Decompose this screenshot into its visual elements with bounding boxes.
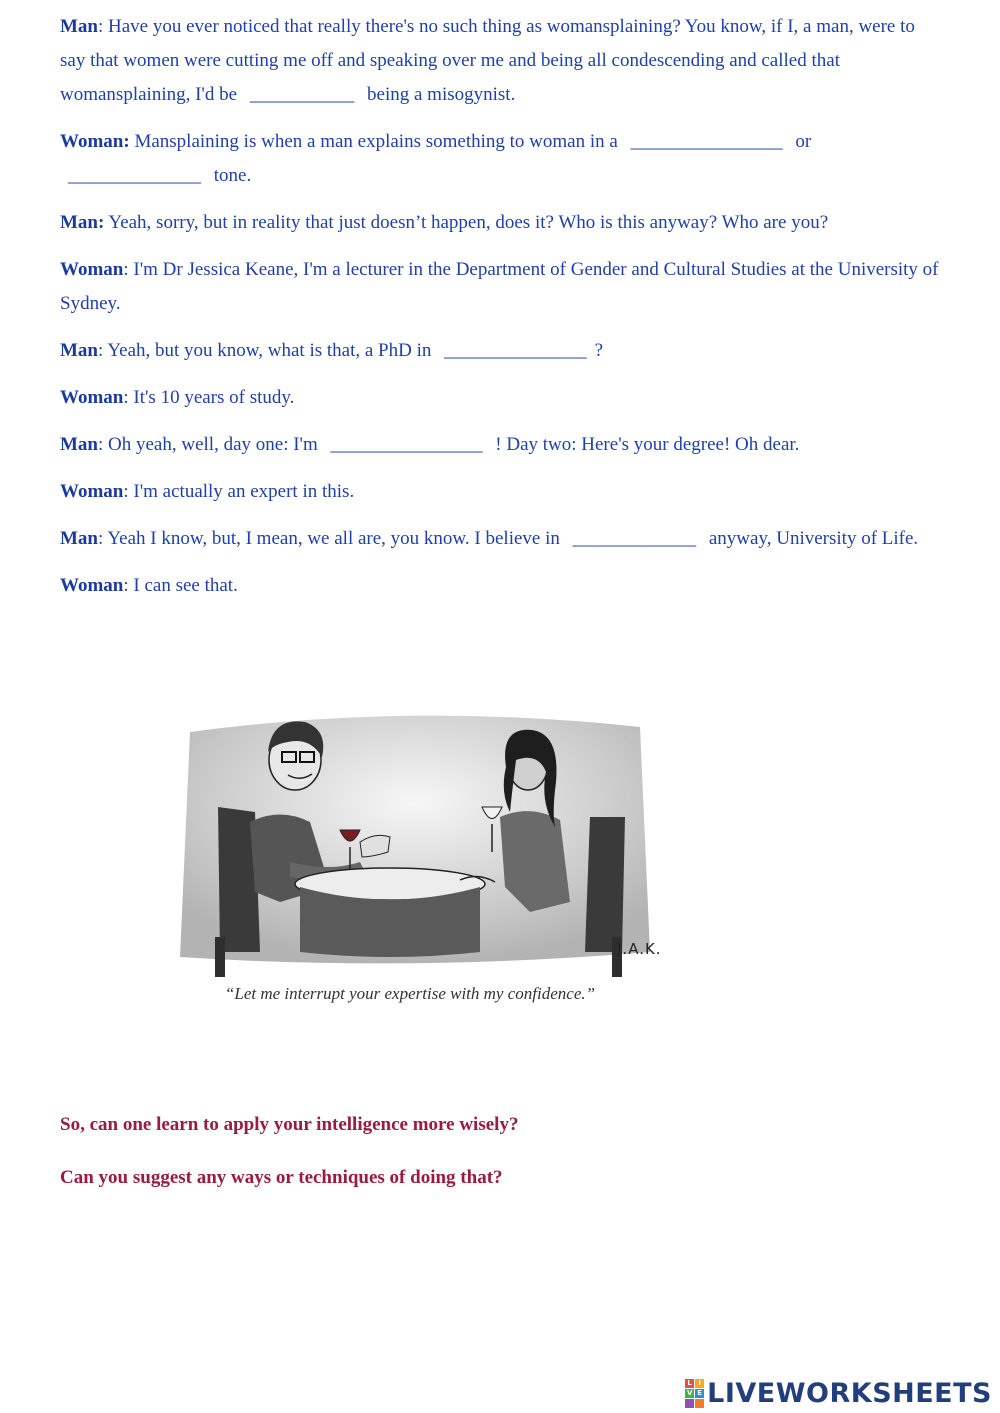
fill-in-blank[interactable]: _______________: [444, 340, 587, 361]
dialogue-text: ?: [594, 340, 604, 361]
dialogue-line: [60, 334, 940, 368]
dialogue-line: [60, 522, 940, 556]
dialogue-text: being a misogynist.: [362, 84, 516, 105]
dialogue-line: [60, 569, 940, 603]
liveworksheets-logo[interactable]: [685, 1377, 992, 1409]
dialogue-line: [60, 206, 940, 240]
dialogue-text: I'm actually an expert in this.: [133, 481, 355, 502]
dialogue-text: Have you ever noticed that really there's no such thing as womansplaining? You know, if I, a man, were to say that women were cutting me off and speaking over me and being all condescending and called that womansplaining, I'd be: [60, 16, 915, 105]
dialogue-text: I'm Dr Jessica Keane, I'm a lecturer in the Department of Gender and Cultural Studies at the University of Sydney.: [60, 259, 939, 314]
dialogue-line: [60, 381, 940, 415]
dialogue-line: [60, 428, 940, 462]
cartoon-signature: J.A.K.: [617, 940, 662, 958]
dialogue-text: Yeah, sorry, but in reality that just doesn’t happen, does it? Who is this anyway? Who are you?: [108, 212, 829, 233]
speaker-colon: :: [98, 434, 104, 455]
dialogue-line: [60, 10, 940, 112]
logo-tile: I: [695, 1379, 704, 1388]
speaker-colon: :: [123, 387, 129, 408]
dialogue-text: It's 10 years of study.: [133, 387, 295, 408]
fill-in-blank[interactable]: ________________: [330, 434, 483, 455]
speaker-label: Man:: [60, 212, 105, 233]
speaker-colon: :: [123, 575, 129, 596]
fill-in-blank[interactable]: ________________: [630, 131, 783, 152]
speaker-colon: :: [98, 340, 104, 361]
question-1: So, can one learn to apply your intelligence more wisely?: [60, 1114, 519, 1135]
speaker-label: Woman: [60, 387, 124, 408]
fill-in-blank[interactable]: _____________: [572, 528, 697, 549]
dialogue-line: [60, 253, 940, 321]
logo-tile: [695, 1399, 704, 1408]
cartoon-caption: “Let me interrupt your expertise with my confidence.”: [224, 984, 596, 1003]
brand-name: LIVEWORKSHEETS: [707, 1377, 992, 1409]
logo-tile: V: [686, 1388, 693, 1397]
dialogue-text: Oh yeah, well, day one: I'm: [108, 434, 323, 455]
speaker-label: Woman:: [60, 131, 130, 152]
speaker-label: Man: [60, 16, 98, 37]
speaker-colon: :: [123, 259, 129, 280]
dialogue-text: tone.: [209, 165, 252, 186]
dialogue-line: [60, 125, 940, 193]
speaker-colon: :: [123, 481, 129, 502]
dialogue-text: ! Day two: Here's your degree! Oh dear.: [490, 434, 800, 455]
dialogue-text: Yeah I know, but, I mean, we all are, you know. I believe in: [107, 528, 565, 549]
dialogue: [60, 10, 940, 616]
dialogue-text: anyway, University of Life.: [704, 528, 919, 549]
cartoon-illustration: [160, 712, 660, 1012]
speaker-colon: :: [98, 16, 104, 37]
dialogue-text: or: [790, 131, 812, 152]
speaker-colon: :: [98, 528, 104, 549]
logo-tile: L: [685, 1379, 694, 1388]
dialogue-line: [60, 475, 940, 509]
logo-tile: E: [695, 1389, 704, 1398]
speaker-label: Woman: [60, 575, 124, 596]
speaker-label: Woman: [60, 481, 124, 502]
speaker-label: Woman: [60, 259, 124, 280]
question-2: Can you suggest any ways or techniques of doing that?: [60, 1167, 503, 1188]
speaker-label: Man: [60, 528, 98, 549]
speaker-label: Man: [60, 340, 98, 361]
fill-in-blank[interactable]: ___________: [249, 84, 355, 105]
dialogue-text: Yeah, but you know, what is that, a PhD in: [107, 340, 437, 361]
dialogue-text: I can see that.: [133, 575, 238, 596]
logo-tile: [685, 1399, 694, 1408]
logo-mark-icon: [685, 1379, 704, 1408]
dialogue-text: Mansplaining is when a man explains something to woman in a: [134, 131, 623, 152]
speaker-label: Man: [60, 434, 98, 455]
fill-in-blank[interactable]: ______________: [68, 165, 201, 186]
